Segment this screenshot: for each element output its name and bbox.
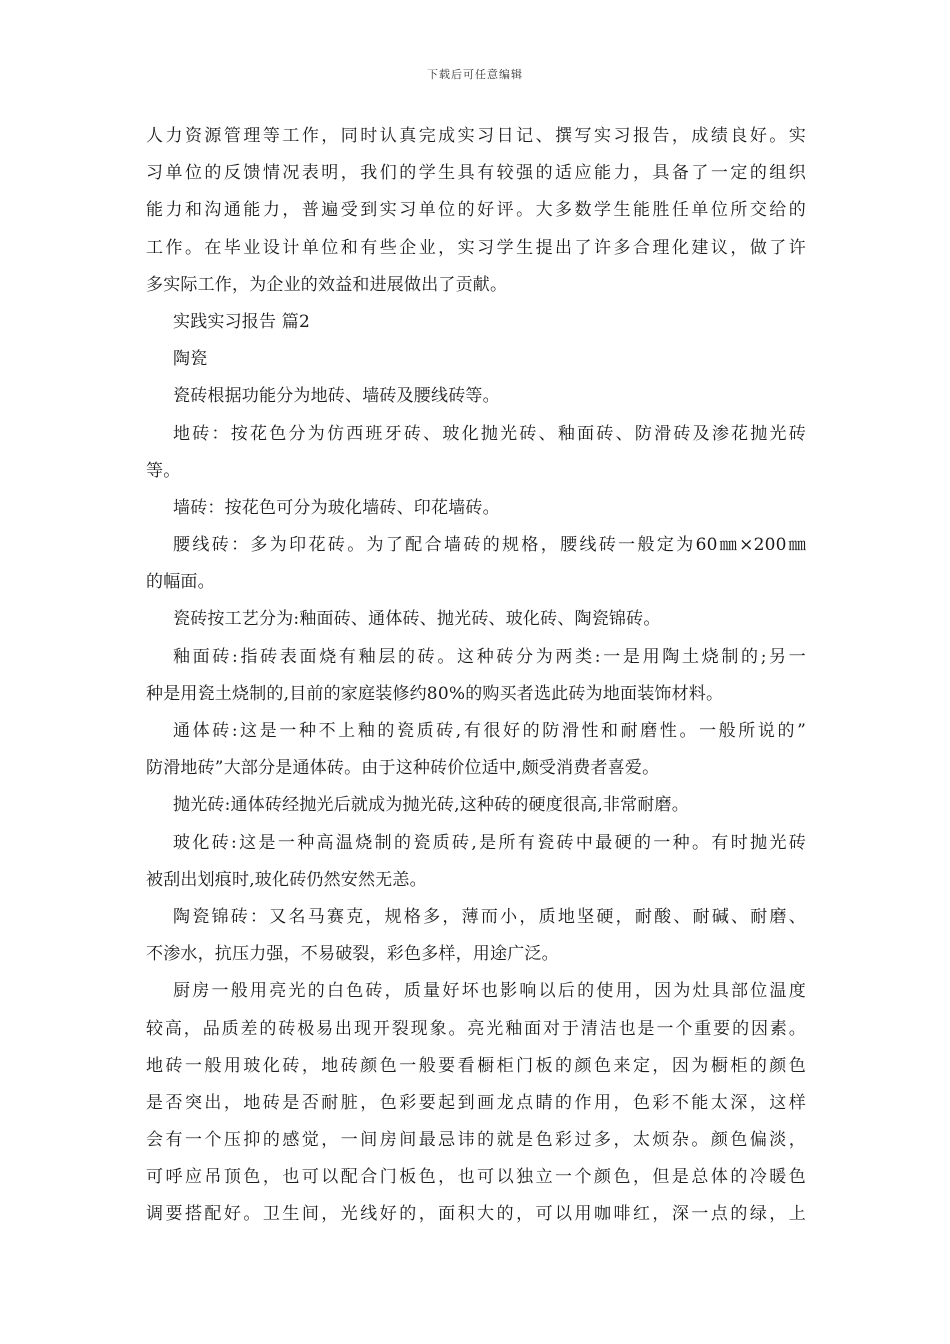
text-line: 调要搭配好。卫生间，光线好的，面积大的，可以用咖啡红，深一点的绿，上 — [146, 1204, 806, 1225]
text-line: 可呼应吊顶色，也可以配合门板色，也可以独立一个颜色，但是总体的冷暖色 — [146, 1167, 806, 1188]
text-line: 防滑地砖”大部分是通体砖。由于这种砖价位适中,颇受消费者喜爱。 — [146, 758, 660, 779]
text-line: 多实际工作，为企业的效益和进展做出了贡献。 — [146, 274, 508, 295]
text-line: 会有一个压抑的感觉，一间房间最忌讳的就是色彩过多，太烦杂。颜色偏淡， — [146, 1130, 806, 1151]
text-line: 人力资源管理等工作，同时认真完成实习日记、撰写实习报告，成绩良好。实 — [146, 126, 806, 146]
text-line: 釉面砖:指砖表面烧有釉层的砖。这种砖分为两类:一是用陶土烧制的;另一 — [173, 646, 806, 667]
text-line: 通体砖:这是一种不上釉的瓷质砖,有很好的防滑性和耐磨性。一般所说的” — [173, 721, 806, 741]
text-line: 陶瓷 — [173, 349, 208, 370]
text-line: 实践实习报告 篇2 — [173, 311, 311, 332]
text-line: 习单位的反馈情况表明，我们的学生具有较强的适应能力，具备了一定的组织 — [146, 163, 806, 184]
text-line: 抛光砖:通体砖经抛光后就成为抛光砖,这种砖的硬度很高,非常耐磨。 — [173, 795, 689, 816]
text-line: 等。 — [146, 460, 181, 481]
text-line: 玻化砖:这是一种高温烧制的瓷质砖,是所有瓷砖中最硬的一种。有时抛光砖 — [173, 832, 806, 853]
text-line: 种是用瓷土烧制的,目前的家庭装修约80%的购买者选此砖为地面装饰材料。 — [146, 683, 724, 704]
page-header: 下载后可任意编辑 — [427, 68, 523, 81]
text-line: 的幅面。 — [146, 572, 215, 593]
document-body — [146, 118, 806, 1234]
text-line: 能力和沟通能力，普遍受到实习单位的好评。大多数学生能胜任单位所交给的 — [146, 200, 806, 221]
text-line: 地砖：按花色分为仿西班牙砖、玻化抛光砖、釉面砖、防滑砖及渗花抛光砖 — [173, 423, 806, 444]
text-line: 工作。在毕业设计单位和有些企业，实习学生提出了许多合理化建议，做了许 — [146, 237, 806, 258]
text-line: 是否突出，地砖是否耐脏，色彩要起到画龙点睛的作用，色彩不能太深，这样 — [146, 1092, 806, 1113]
text-line: 被刮出划痕时,玻化砖仍然安然无恙。 — [146, 869, 427, 890]
text-line: 不渗水，抗压力强，不易破裂，彩色多样，用途广泛。 — [146, 944, 559, 965]
text-line: 陶瓷锦砖：又名马赛克，规格多，薄而小，质地坚硬，耐酸、耐碱、耐磨、 — [173, 906, 806, 927]
text-line: 腰线砖：多为印花砖。为了配合墙砖的规格，腰线砖一般定为60㎜×200㎜ — [173, 535, 806, 556]
text-line: 较高，品质差的砖极易出现开裂现象。亮光釉面对于清洁也是一个重要的因素。 — [146, 1018, 806, 1039]
text-line: 厨房一般用亮光的白色砖，质量好坏也影响以后的使用，因为灶具部位温度 — [173, 981, 806, 1002]
text-line: 瓷砖根据功能分为地砖、墙砖及腰线砖等。 — [173, 386, 500, 407]
text-line: 墙砖：按花色可分为玻化墙砖、印花墙砖。 — [173, 497, 500, 518]
text-line: 瓷砖按工艺分为:釉面砖、通体砖、抛光砖、玻化砖、陶瓷锦砖。 — [173, 609, 661, 630]
text-line: 地砖一般用玻化砖，地砖颜色一般要看橱柜门板的颜色来定，因为橱柜的颜色 — [146, 1055, 806, 1076]
